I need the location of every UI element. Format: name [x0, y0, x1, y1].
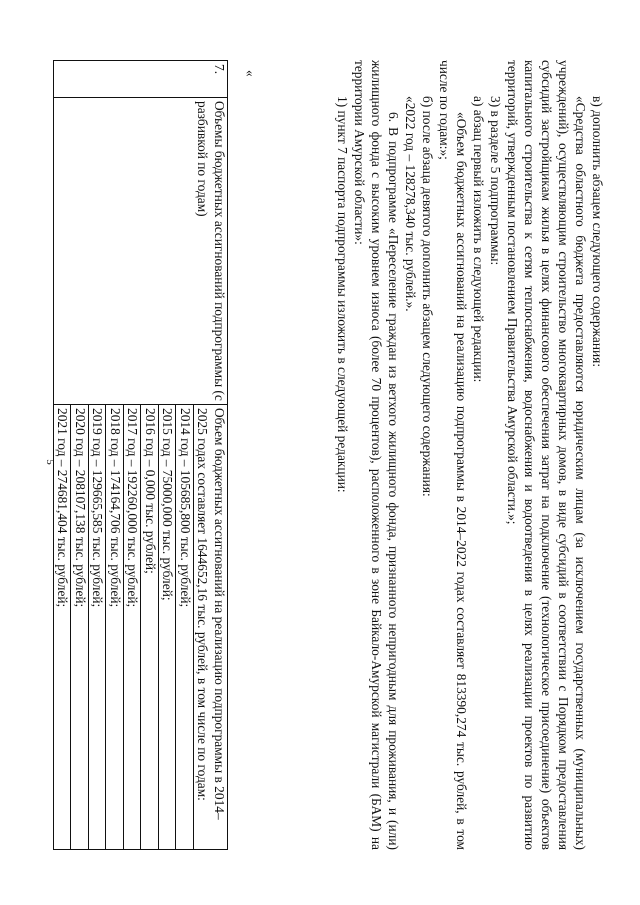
row-number-cell: 7.	[54, 61, 228, 98]
budget-summary: Объем бюджетных ассигнований на реализацию подпрограммы в 2014–2025 годах составляет 1644652,16 тыс. рублей, в том числе по годам:	[195, 408, 227, 820]
year-line: 2015 год – 75000,000 тыс. рублей;	[159, 405, 177, 849]
paragraph: «Объем бюджетных ассигнований на реализацию подпрограммы в 2014–2022 годах составляет 813390,274 тыс. рублей, в том числе по годам:»;	[437, 60, 469, 850]
passport-table	[53, 60, 228, 850]
year-line: 2017 год – 192260,000 тыс. рублей;	[124, 405, 142, 849]
year-line: 2018 год – 174164,706 тыс. рублей;	[107, 405, 125, 849]
paragraph: 6. В подпрограмме «Переселение граждан из ветхого жилищного фонда, признанного непригодным для проживания, и (или) жилищного фонда с высоким уровнем износа (более 70 процентов), расположенного в зоне Байкало-Амурской магистрали (БАМ) на территории Амурской области»:	[352, 60, 401, 850]
paragraph: б) после абзаца девятого дополнить абзацем следующего содержания:	[420, 96, 435, 497]
document-text	[334, 60, 606, 850]
paragraph: 1) пункт 7 паспорта подпрограммы изложить в следующей редакции:	[335, 96, 350, 493]
paragraph: «Средства областного бюджета предоставляются юридическим лицам (за исключением государственных (муниципальных) учреждений), осуществляющим строительство многоквартирных домов, в виде субсидий в соответствии с Порядком предоставления субсидий застройщикам жилья в целях финансового обеспечения затрат на подключение (технологическое присоединение) объектов капитального строительства к сетям теплоснабжения, водоснабжения и водоотведения в целях реализации проектов по развитию территорий, утвержденным постановлением Правительства Амурской области.»;	[505, 60, 588, 850]
year-line: 2016 год – 0,000 тыс. рублей;	[142, 405, 160, 849]
year-line: 2021 год – 274681,404 тыс. рублей;	[54, 405, 72, 849]
paragraph: «2022 год – 128278,340 тыс. рублей.».	[403, 96, 418, 312]
row-name-cell: Объемы бюджетных ассигнований подпрограммы (с разбивкой по годам)	[54, 98, 228, 405]
rotated-document-body	[43, 10, 606, 860]
year-line: 2019 год – 129665,585 тыс. рублей;	[89, 405, 107, 849]
paragraph: в) дополнить абзацем следующего содержания:	[590, 96, 605, 368]
opening-quote-mark: «	[243, 70, 258, 77]
paragraph: 3) в разделе 5 подпрограммы:	[488, 96, 503, 266]
row-value-cell	[54, 405, 228, 850]
table-row	[54, 61, 228, 850]
paragraph: а) абзац первый изложить в следующей редакции:	[471, 96, 486, 383]
year-line: 2020 год – 208107,138 тыс. рублей;	[72, 405, 90, 849]
page-number: 5	[43, 459, 56, 465]
year-line: 2014 год – 105685,800 тыс. рублей;	[177, 405, 195, 849]
